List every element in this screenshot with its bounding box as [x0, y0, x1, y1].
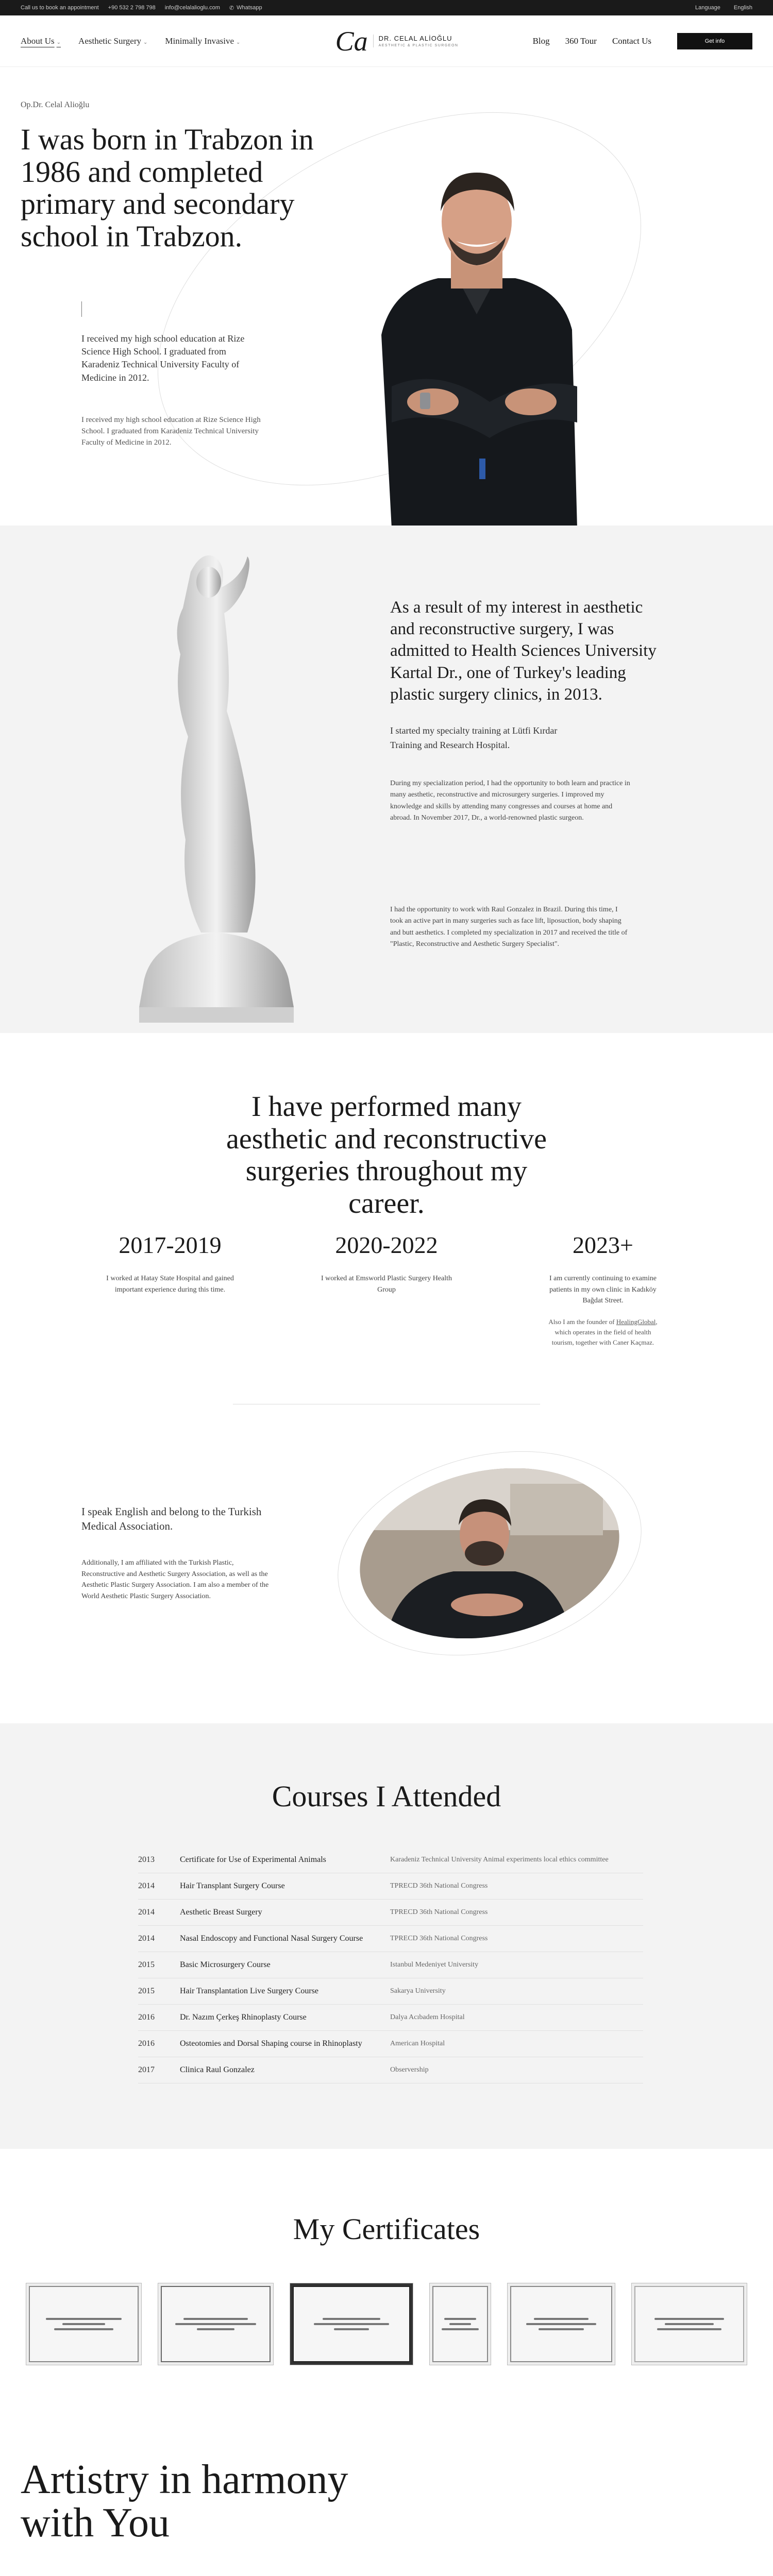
career-heading: I have performed many aesthetic and reconstructive surgeries throughout my career. [226, 1091, 547, 1220]
course-organizer: TPRECD 36th National Congress [390, 1935, 488, 1942]
page-title: I was born in Trabzon in 1986 and completed primary and secondary school in Trabzon. [21, 123, 314, 253]
table-row [138, 2057, 643, 2083]
courses-table [138, 1847, 643, 2083]
main-header [0, 15, 773, 67]
logo-mark-icon: Ca [335, 25, 368, 57]
course-organizer: Sakarya University [390, 1987, 446, 1995]
course-name: Clinica Raul Gonzalez [180, 2065, 255, 2074]
course-year: 2016 [138, 2039, 155, 2048]
intro-paragraph-secondary: I received my high school education at Rize Science High School. I graduated from Karadeniz Technical University Faculty of Medicine in 2012. [81, 416, 261, 447]
founder-note: Also I am the founder of HealingGlobal, which operates in the field of health tourism, together with Caner Kaçmaz. [548, 1318, 658, 1347]
course-year: 2013 [138, 1855, 155, 1864]
period-text: I worked at Emsworld Plastic Surgery Health Group [321, 1275, 452, 1294]
certificate-thumbnail[interactable] [507, 2283, 615, 2365]
topbar-phone-link[interactable]: +90 532 2 798 798 [108, 5, 156, 11]
topbar-whatsapp-link[interactable] [229, 5, 262, 11]
table-row [138, 1926, 643, 1952]
table-row [138, 1847, 643, 1873]
course-name: Dr. Nazım Çerkeş Rhinoplasty Course [180, 2013, 307, 2022]
nav-minimally-invasive[interactable]: Minimally Invasive ⌄ [165, 36, 241, 46]
appointment-text: Call us to book an appointment [21, 5, 99, 11]
doctor-portrait-image [361, 160, 593, 526]
period-years: 2020-2022 [335, 1232, 438, 1258]
table-row [138, 1900, 643, 1926]
residency-paragraph-2: I had the opportunity to work with Raul Gonzalez in Brazil. During this time, I took an active part in many surgeries such as face lift, liposuction, body shaping and butt aesthetics. I completed my specialization in 2017 and received the title of "Plastic, Reconstructive and Aesthetic Surgery Specialist". [390, 906, 628, 948]
residency-paragraph-1: During my specialization period, I had the opportunity to both learn and practice in many aesthetic, reconstructive and microsurgery surgeries. I improved my knowledge and skills by attending many congresses and courses at home and abroad. In November 2017, Dr., a world-renowned plastic surgeon. [390, 779, 630, 822]
nav-blog[interactable]: Blog [532, 36, 550, 46]
topbar-email-link[interactable]: info@celalalioglu.com [164, 5, 220, 11]
chevron-down-icon: ⌄ [143, 39, 148, 45]
certificate-thumbnail[interactable] [631, 2283, 747, 2365]
chevron-down-icon: ⌄ [56, 39, 61, 45]
certificate-thumbnail[interactable] [429, 2283, 491, 2365]
residency-section [0, 526, 773, 1033]
course-year: 2016 [138, 2013, 155, 2022]
table-row [138, 2005, 643, 2031]
doctor-clinic-photo [356, 1468, 624, 1638]
course-name: Certificate for Use of Experimental Animals [180, 1855, 326, 1864]
courses-section [0, 1723, 773, 2149]
certificate-thumbnail[interactable] [290, 2283, 413, 2365]
course-organizer: Istanbul Medeniyet University [390, 1961, 479, 1969]
certificate-thumbnail[interactable] [26, 2283, 142, 2365]
top-bar [0, 0, 773, 15]
logo-tagline: AESTHETIC & PLASTIC SURGEON [378, 44, 459, 47]
site-footer [0, 2391, 773, 2576]
course-year: 2015 [138, 1960, 155, 1969]
course-organizer: American Hospital [390, 2040, 445, 2047]
courses-heading: Courses I Attended [272, 1780, 501, 1813]
certificates-heading: My Certificates [293, 2212, 480, 2246]
course-organizer: Karadeniz Technical University Animal experiments local ethics committee [390, 1856, 609, 1863]
career-section [0, 1033, 773, 1718]
residency-lead: As a result of my interest in aesthetic and reconstructive surgery, I was admitted to Health Sciences University Kartal Dr., one of Turkey's leading plastic surgery clinics, in 2013. [390, 598, 657, 704]
course-organizer: Dalya Acıbadem Hospital [390, 2013, 465, 2021]
course-name: Aesthetic Breast Surgery [180, 1908, 262, 1917]
course-name: Osteotomies and Dorsal Shaping course in Rhinoplasty [180, 2039, 362, 2048]
course-year: 2014 [138, 1934, 155, 1943]
course-name: Hair Transplant Surgery Course [180, 1882, 285, 1890]
whatsapp-label: Whatsapp [237, 5, 262, 11]
career-period [88, 1231, 253, 1295]
period-text: I worked at Hatay State Hospital and gained important experience during this time. [106, 1275, 234, 1294]
healing-global-link[interactable]: HealingGlobal [616, 1318, 656, 1326]
course-organizer: Observership [390, 2066, 429, 2074]
language-statement: I speak English and belong to the Turkish Medical Association. [81, 1505, 262, 1533]
period-years: 2023+ [573, 1232, 633, 1258]
main-nav [21, 36, 240, 46]
language-selector[interactable]: English [733, 5, 752, 11]
footer-heading: Artistry in harmony with You [21, 2457, 348, 2546]
course-name: Hair Transplantation Live Surgery Course [180, 1987, 319, 1995]
nav-aesthetic-surgery[interactable]: Aesthetic Surgery ⌄ [78, 36, 148, 46]
chevron-down-icon: ⌄ [236, 39, 241, 45]
nav-about-us[interactable]: About Us ⌄ [21, 36, 61, 46]
intro-section [0, 67, 773, 526]
table-row [138, 1873, 643, 1900]
certificates-section [0, 2149, 773, 2391]
logo-name: DR. CELAL ALİOĞLU [378, 35, 452, 42]
career-period [304, 1231, 469, 1295]
certificate-thumbnail[interactable] [158, 2283, 274, 2365]
course-year: 2014 [138, 1908, 155, 1917]
course-year: 2014 [138, 1882, 155, 1890]
course-name: Basic Microsurgery Course [180, 1960, 271, 1969]
association-paragraph: Additionally, I am affiliated with the Turkish Plastic, Reconstructive and Aesthetic Surgery Association, as well as the Aesthetic Plastic Surgery Association. I am also a member of the World Aesthetic Plastic Surgery Association. [81, 1559, 269, 1601]
period-text: I am currently continuing to examine patients in my own clinic in Kadıköy Bağdat Street. [549, 1275, 657, 1305]
statue-image [124, 541, 304, 1033]
get-info-button[interactable]: Get info [677, 33, 752, 49]
table-row [138, 1978, 643, 2005]
course-year: 2017 [138, 2065, 155, 2074]
intro-paragraph: I received my high school education at Rize Science High School. I graduated from Karadeniz Technical University Faculty of Medicine in 2012. [81, 333, 245, 383]
table-row [138, 1952, 643, 1978]
divider [81, 301, 82, 317]
course-organizer: TPRECD 36th National Congress [390, 1908, 488, 1916]
breadcrumb: Op.Dr. Celal Alioğlu [21, 100, 90, 109]
nav-contact-us[interactable]: Contact Us [612, 36, 651, 46]
whatsapp-icon: ✆ [229, 5, 234, 11]
language-label: Language [695, 5, 720, 11]
period-years: 2017-2019 [119, 1232, 222, 1258]
course-year: 2015 [138, 1987, 155, 1995]
nav-360-tour[interactable]: 360 Tour [565, 36, 597, 46]
course-organizer: TPRECD 36th National Congress [390, 1882, 488, 1890]
residency-subtext: I started my specialty training at Lütfi Kırdar Training and Research Hospital. [390, 725, 558, 750]
table-row [138, 2031, 643, 2057]
certificate-gallery [26, 2283, 747, 2365]
career-period [520, 1231, 685, 1348]
site-logo[interactable] [335, 27, 459, 55]
course-name: Nasal Endoscopy and Functional Nasal Surgery Course [180, 1934, 363, 1943]
